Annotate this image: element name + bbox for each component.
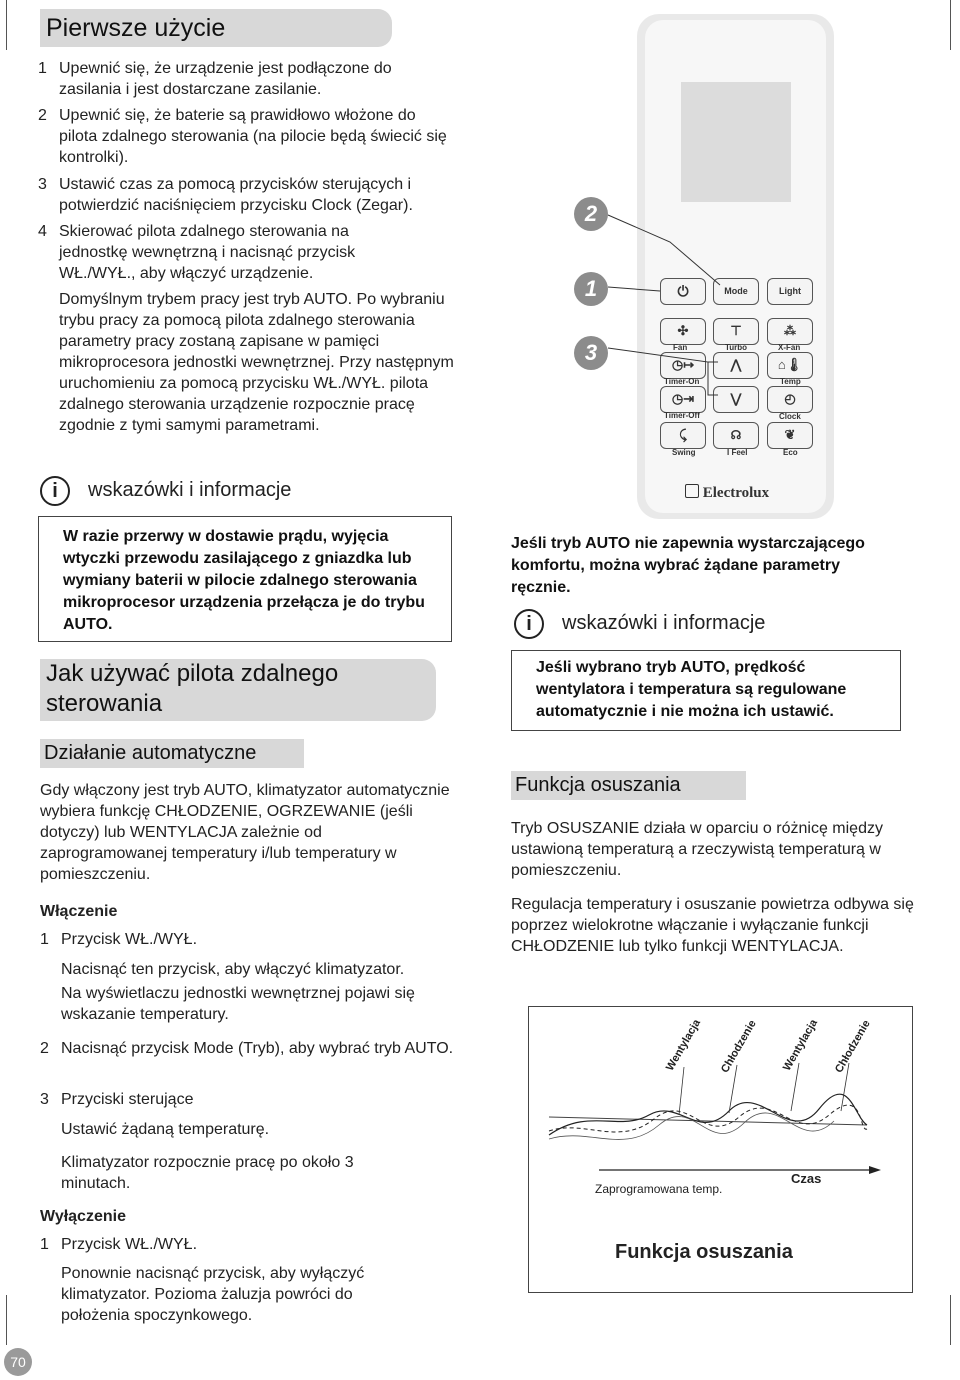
dry-title: Funkcja osuszania [515,774,681,796]
temp-label: Temp [780,377,801,386]
first-use-heading [40,9,392,47]
electrolux-mark-icon [685,484,699,498]
callout-leaders [560,190,760,420]
info-title: wskazówki i informacje [88,479,292,501]
remote-display [681,82,791,202]
list-item: 3 Ustawić czas za pomocą przycisków sterujących i potwierdzić naciśnięciem przycisku Clock (Zegar). [38,176,413,214]
info-box-2 [511,650,901,731]
on-step-3-b: Klimatyzator rozpocznie pracę po około 3 minutach. [61,1154,354,1192]
dry-paragraph-1: Tryb OSUSZANIE działa w oparciu o różnicę między ustawioną temperaturą a rzeczywistą temperaturą w pomieszczeniu. [511,820,883,879]
dry-diagram [528,1006,913,1293]
first-use-title: Pierwsze użycie [46,14,226,42]
list-item: 4 Skierować pilota zdalnego sterowania na jednostkę wewnętrzną i nacisnąć przycisk WŁ./WYŁ., aby włączyć urządzenie. [38,223,356,282]
diagram-setpoint-label: Zaprogramowana temp. [595,1182,723,1196]
info-icon: i [40,476,70,506]
timer-off-label: Timer-Off [664,411,700,420]
info-icon: i [514,609,544,639]
ifeel-icon: ☊ [730,428,742,442]
auto-operation-title: Działanie automatyczne [44,742,257,764]
timer-off-icon: ◷⇥ [671,391,695,406]
info-header-2 [514,609,834,641]
timer-on-label: Timer-On [664,377,700,386]
off-heading: Wyłączenie [40,1208,126,1225]
list-item: 1 Upewnić się, że urządzenie jest podłączone do zasilania i jest dostarczane zasilanie. [38,60,392,98]
turbo-label: Turbo [725,343,748,352]
on-step-1-a: Nacisnąć ten przycisk, aby włączyć klimatyzator. [61,961,405,978]
how-to-heading [40,659,436,721]
diagram-label-ventilation: Wentylacja [664,1017,704,1073]
clock-label: Clock [779,412,801,421]
timer-on-icon: ◷↦ [671,357,695,372]
info-title: wskazówki i informacje [562,612,766,634]
callout-3: 3 [574,336,608,370]
eco-label: Eco [783,448,798,457]
on-step-2: 2 Nacisnąć przycisk Mode (Tryb), aby wybrać tryb AUTO. [40,1040,454,1057]
clock-icon: ◴ [784,391,796,406]
eco-leaf-icon: ❦ [784,427,796,442]
off-step-1-a: Ponownie nacisnąć przycisk, aby wyłączyć klimatyzator. Pozioma żaluzja powróci do położenia spoczynkowego. [61,1265,365,1324]
info-header [40,476,360,508]
on-step-1: 1 Przycisk WŁ./WYŁ. [40,931,198,948]
list-item: 2 Upewnić się, że baterie są prawidłowo włożone do pilota zdalnego sterowania (na pilocie będą świecić się kontrolki). [38,107,447,166]
dry-heading [511,771,746,800]
auto-intro: Gdy włączony jest tryb AUTO, klimatyzator automatycznie wybiera funkcję CHŁODZENIE, OGRZEWANIE (jeśli dotyczy) lub WENTYLACJA zależnie od zaprogramowanej temperatury i/lub temperatury w pomieszczeniu. [40,782,450,883]
diagram-time-label: Czas [791,1171,822,1186]
temp-icon: ⌂🌡 [777,357,803,372]
info-text: W razie przerwy w dostawie prądu, wyjęcia wtyczki przewodu zasilającego z gniazdka lub wymiany baterii w pilocie zdalnego sterowania mikroprocesor urządzenia przełącza je do trybu AUTO. [63,528,425,633]
dry-paragraph-2: Regulacja temperatury i osuszanie powietrza odbywa się poprzez wielokrotne włączanie i wyłączanie funkcji CHŁODZENIE lub tylko funkcji WENTYLACJA. [511,896,914,955]
power-icon: ⏻ [677,283,689,299]
chevron-up-icon: ⋀ [730,357,742,372]
fan-icon: ✣ [677,323,689,338]
how-to-title: Jak używać pilota zdalnego sterowania [46,660,339,717]
crop-mark [950,0,951,50]
ifeel-button[interactable] [713,422,759,449]
swing-label: Swing [672,448,696,457]
clock-button[interactable] [767,386,813,413]
on-heading: Włączenie [40,903,118,920]
xfan-label: X-Fan [778,343,801,352]
swing-icon: ⤹ [679,427,687,442]
auto-operation-heading [40,739,304,768]
callout-2: 2 [574,197,608,231]
temp-button[interactable] [767,352,813,379]
chevron-down-icon: ⋁ [730,391,742,406]
mode-button[interactable]: Mode [713,278,759,305]
xfan-button[interactable] [767,318,813,345]
fan-label: Fan [673,343,688,352]
diagram-label-ventilation: Wentylacja [781,1017,821,1073]
off-step-1: 1 Przycisk WŁ./WYŁ. [40,1236,198,1253]
on-step-1-b: Na wyświetlaczu jednostki wewnętrznej pojawi się wskazanie temperatury. [61,985,415,1023]
turbo-icon: ⊤ [730,323,742,338]
crop-mark [950,1295,951,1345]
auto-default-note: Domyślnym trybem pracy jest tryb AUTO. Po wybraniu trybu pracy za pomocą pilota zdalnego sterowania parametry pracy zostaną zapisane w pamięci mikroprocesora jednostki wewnętrznej. Przy następnym uruchomieniu za pomocą przycisku WŁ./WYŁ. pilota zdalnego sterowania urządzenie rozpocznie pracę zgodnie z tymi samymi parametrami. [59,291,454,434]
info-text: Jeśli wybrano tryb AUTO, prędkość wentylatora i temperatura są regulowane automatycznie i nie można ich ustawić. [536,659,847,720]
on-step-3: 3 Przyciski sterujące [40,1091,194,1108]
xfan-icon: ⁂ [784,324,796,338]
info-box [38,516,452,642]
crop-mark [6,0,7,50]
diagram-label-cooling: Chłodzenie [833,1018,873,1075]
ifeel-label: I Feel [727,448,748,457]
diagram-caption: Funkcja osuszania [615,1241,793,1263]
auto-manual-note: Jeśli tryb AUTO nie zapewnia wystarczającego komfortu, można wybrać żądane parametry ręcznie. [511,535,865,596]
electrolux-logo: Electrolux [685,484,769,502]
callout-1: 1 [574,272,608,306]
swing-button[interactable] [660,422,706,449]
light-button[interactable]: Light [767,278,813,305]
diagram-label-cooling: Chłodzenie [719,1018,759,1075]
on-step-3-a: Ustawić żądaną temperaturę. [61,1121,270,1138]
crop-mark [6,1295,7,1345]
page-number: 70 [4,1348,32,1376]
eco-button[interactable] [767,422,813,449]
